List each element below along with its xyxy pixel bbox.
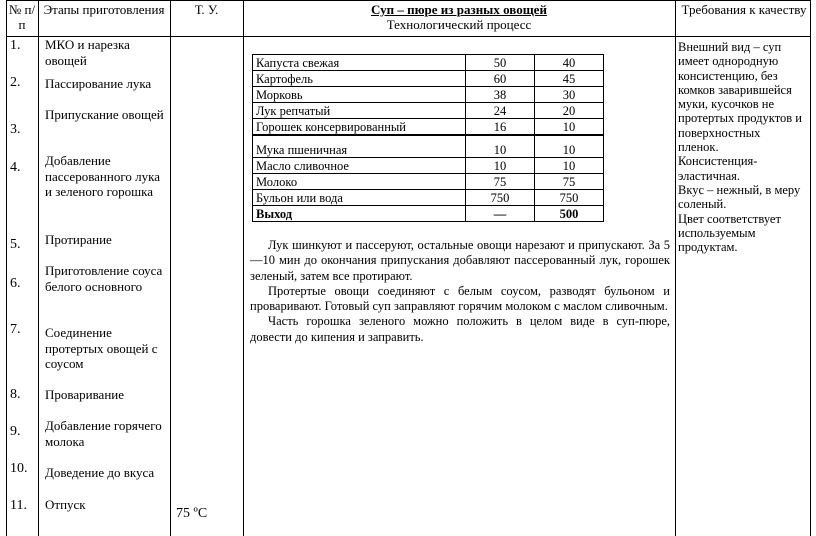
step-text: Соединение протертых овощей с соусом [45,325,158,371]
ingredient-gross: 750 [466,190,535,206]
ingredient-name: Лук репчатый [253,103,466,119]
table-row [253,190,604,206]
ingredient-net: 75 [535,174,604,190]
step-text: Припускание овощей [45,107,164,122]
requirement-text: Цвет соответствует используемым продуктам. [678,211,781,255]
ingredient-net: 750 [535,190,604,206]
step-text: Отпуск [45,497,86,512]
step-text: Пассирование лука [45,76,152,91]
ingredient-net: 20 [535,103,604,119]
step-text: Добавление пассерованного лука и зеленого горошка [45,153,160,199]
requirement-text: Внешний вид – суп имеет однородную консистенцию, без комков заварившейся муки, кусочков не протертых продуктов и поверхностных пленок. [678,40,802,155]
ingredient-gross: 10 [466,135,535,158]
ingredient-gross: 10 [466,158,535,174]
table-row [253,174,604,190]
ingredient-net: 500 [535,206,604,222]
table-row [253,135,604,158]
ingredient-gross: 60 [466,71,535,87]
ingredient-name: Горошек консервированный [253,119,466,136]
table-row-total [253,206,604,222]
step-text: Добавление горячего молока [45,418,162,449]
ingredient-name: Бульон или вода [253,190,466,206]
ingredient-name: Картофель [253,71,466,87]
table-row [253,71,604,87]
ingredient-name: Мука пшеничная [253,135,466,158]
table-row [253,103,604,119]
ingredient-net: 10 [535,135,604,158]
requirement-text: Консистенция- эластичная. [678,154,758,183]
ingredient-gross: 16 [466,119,535,136]
step-text: Проваривание [45,387,125,402]
step-number: 5. [10,237,21,252]
table-row [253,87,604,103]
ingredient-net: 45 [535,71,604,87]
ingredient-net: 10 [535,119,604,136]
step-number: 8. [10,387,21,402]
table-row [253,55,604,71]
step-number: 6. [10,276,21,291]
grid-line [243,0,244,536]
header-tu: Т. У. [194,2,219,17]
step-number: 2. [10,75,21,90]
quality-requirements [678,40,802,254]
process-paragraph: Часть горошка зеленого можно положить в целом виде в суп-пюре, довести до кипения и заправить. [250,314,670,344]
step-text: Протирание [45,232,112,247]
process-paragraph: Протертые овощи соединяют с белым соусом, разводят бульоном и проваривают. Готовый суп заправляют горячим молоком с маслом сливочным. [250,283,670,314]
grid-line [810,0,811,536]
requirement-text: Вкус – нежный, в меру соленый. [678,182,801,212]
grid-line [675,0,676,536]
process-paragraph: Лук шинкуют и пассеруют, остальные овощи нарезают и припускают. За 5—10 мин до окончания припускания добавляют пассерованный лук, горошек зеленый, затем все протирают. [250,238,670,283]
page-title: Суп – пюре из разных овощей [371,2,547,17]
ingredient-gross: 50 [466,55,535,71]
ingredient-gross: 75 [466,174,535,190]
ingredients-table [252,54,604,222]
step-number: 9. [10,424,21,439]
header-num: № п/п [8,2,36,32]
ingredient-net: 30 [535,87,604,103]
step-number: 11. [10,498,27,513]
step-text: МКО и нарезка овощей [45,37,130,68]
header-requirements: Требования к качеству [681,2,807,17]
grid-line [170,0,171,536]
ingredient-name: Молоко [253,174,466,190]
step-number: 3. [10,122,21,137]
ingredient-net: 40 [535,55,604,71]
step-text: Приготовление соуса белого основного [45,263,163,294]
table-row [253,158,604,174]
grid-line [38,0,39,536]
ingredient-net: 10 [535,158,604,174]
ingredient-name: Капуста свежая [253,55,466,71]
process-description [250,238,670,345]
tu-temperature: 75 ºС [176,506,208,521]
step-number: 7. [10,322,21,337]
step-number: 10. [10,461,28,476]
ingredient-name: Выход [253,206,466,222]
ingredient-gross: 38 [466,87,535,103]
step-number: 4. [10,160,21,175]
page-subtitle: Технологический процесс [386,17,532,32]
grid-line [6,0,811,1]
ingredient-name: Масло сливочное [253,158,466,174]
ingredient-gross: 24 [466,103,535,119]
step-text: Доведение до вкуса [45,465,155,480]
header-steps: Этапы приготовления [43,2,165,17]
ingredient-gross: — [466,206,535,222]
ingredient-name: Морковь [253,87,466,103]
table-row [253,119,604,136]
step-number: 1. [10,38,21,53]
